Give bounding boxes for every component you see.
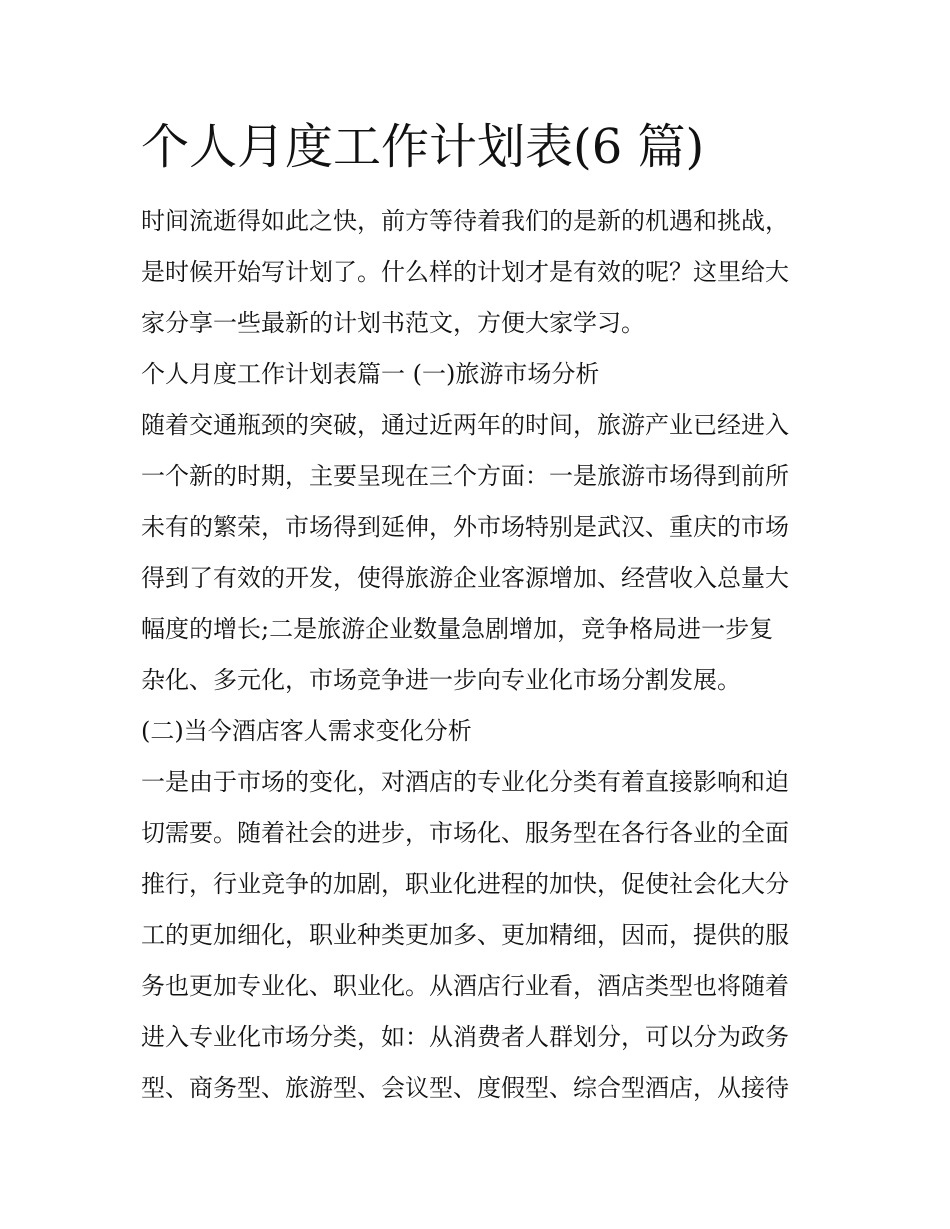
text-line: 时间流逝得如此之快，前方等待着我们的是新的机遇和挑战， bbox=[141, 207, 789, 235]
text-line: 一是由于市场的变化，对酒店的专业化分类有着直接影响和迫 bbox=[141, 768, 789, 796]
text-line: 工的更加细化，职业种类更加多、更加精细，因而，提供的服 bbox=[141, 921, 789, 949]
document-body bbox=[141, 196, 813, 1114]
text-line: 推行，行业竞争的加剧，职业化进程的加快，促使社会化大分 bbox=[141, 870, 789, 898]
text-line: 家分享一些最新的计划书范文，方便大家学习。 bbox=[141, 309, 645, 337]
text-line: 幅度的增长;二是旅游企业数量急剧增加，竞争格局进一步复 bbox=[141, 615, 774, 643]
text-line: 一个新的时期，主要呈现在三个方面：一是旅游市场得到前所 bbox=[141, 462, 789, 490]
section-heading: (二)当今酒店客人需求变化分析 bbox=[141, 717, 472, 745]
text-line: 务也更加专业化、职业化。从酒店行业看，酒店类型也将随着 bbox=[141, 972, 789, 1000]
text-line: 随着交通瓶颈的突破，通过近两年的时间，旅游产业已经进入 bbox=[141, 411, 789, 439]
document-page bbox=[141, 112, 813, 1114]
text-line: 杂化、多元化，市场竞争进一步向专业化市场分割发展。 bbox=[141, 666, 741, 694]
text-line: 未有的繁荣，市场得到延伸，外市场特别是武汉、重庆的市场 bbox=[141, 513, 789, 541]
document-title: 个人月度工作计划表(6 篇) bbox=[141, 119, 705, 175]
text-line: 得到了有效的开发，使得旅游企业客源增加、经营收入总量大 bbox=[141, 564, 789, 592]
section-heading: 个人月度工作计划表篇一 (一)旅游市场分析 bbox=[141, 360, 600, 388]
text-line: 型、商务型、旅游型、会议型、度假型、综合型酒店，从接待 bbox=[141, 1074, 789, 1102]
text-line: 是时候开始写计划了。什么样的计划才是有效的呢？这里给大 bbox=[141, 258, 789, 286]
text-line: 进入专业化市场分类，如：从消费者人群划分，可以分为政务 bbox=[141, 1023, 789, 1051]
text-line: 切需要。随着社会的进步，市场化、服务型在各行各业的全面 bbox=[141, 819, 789, 847]
